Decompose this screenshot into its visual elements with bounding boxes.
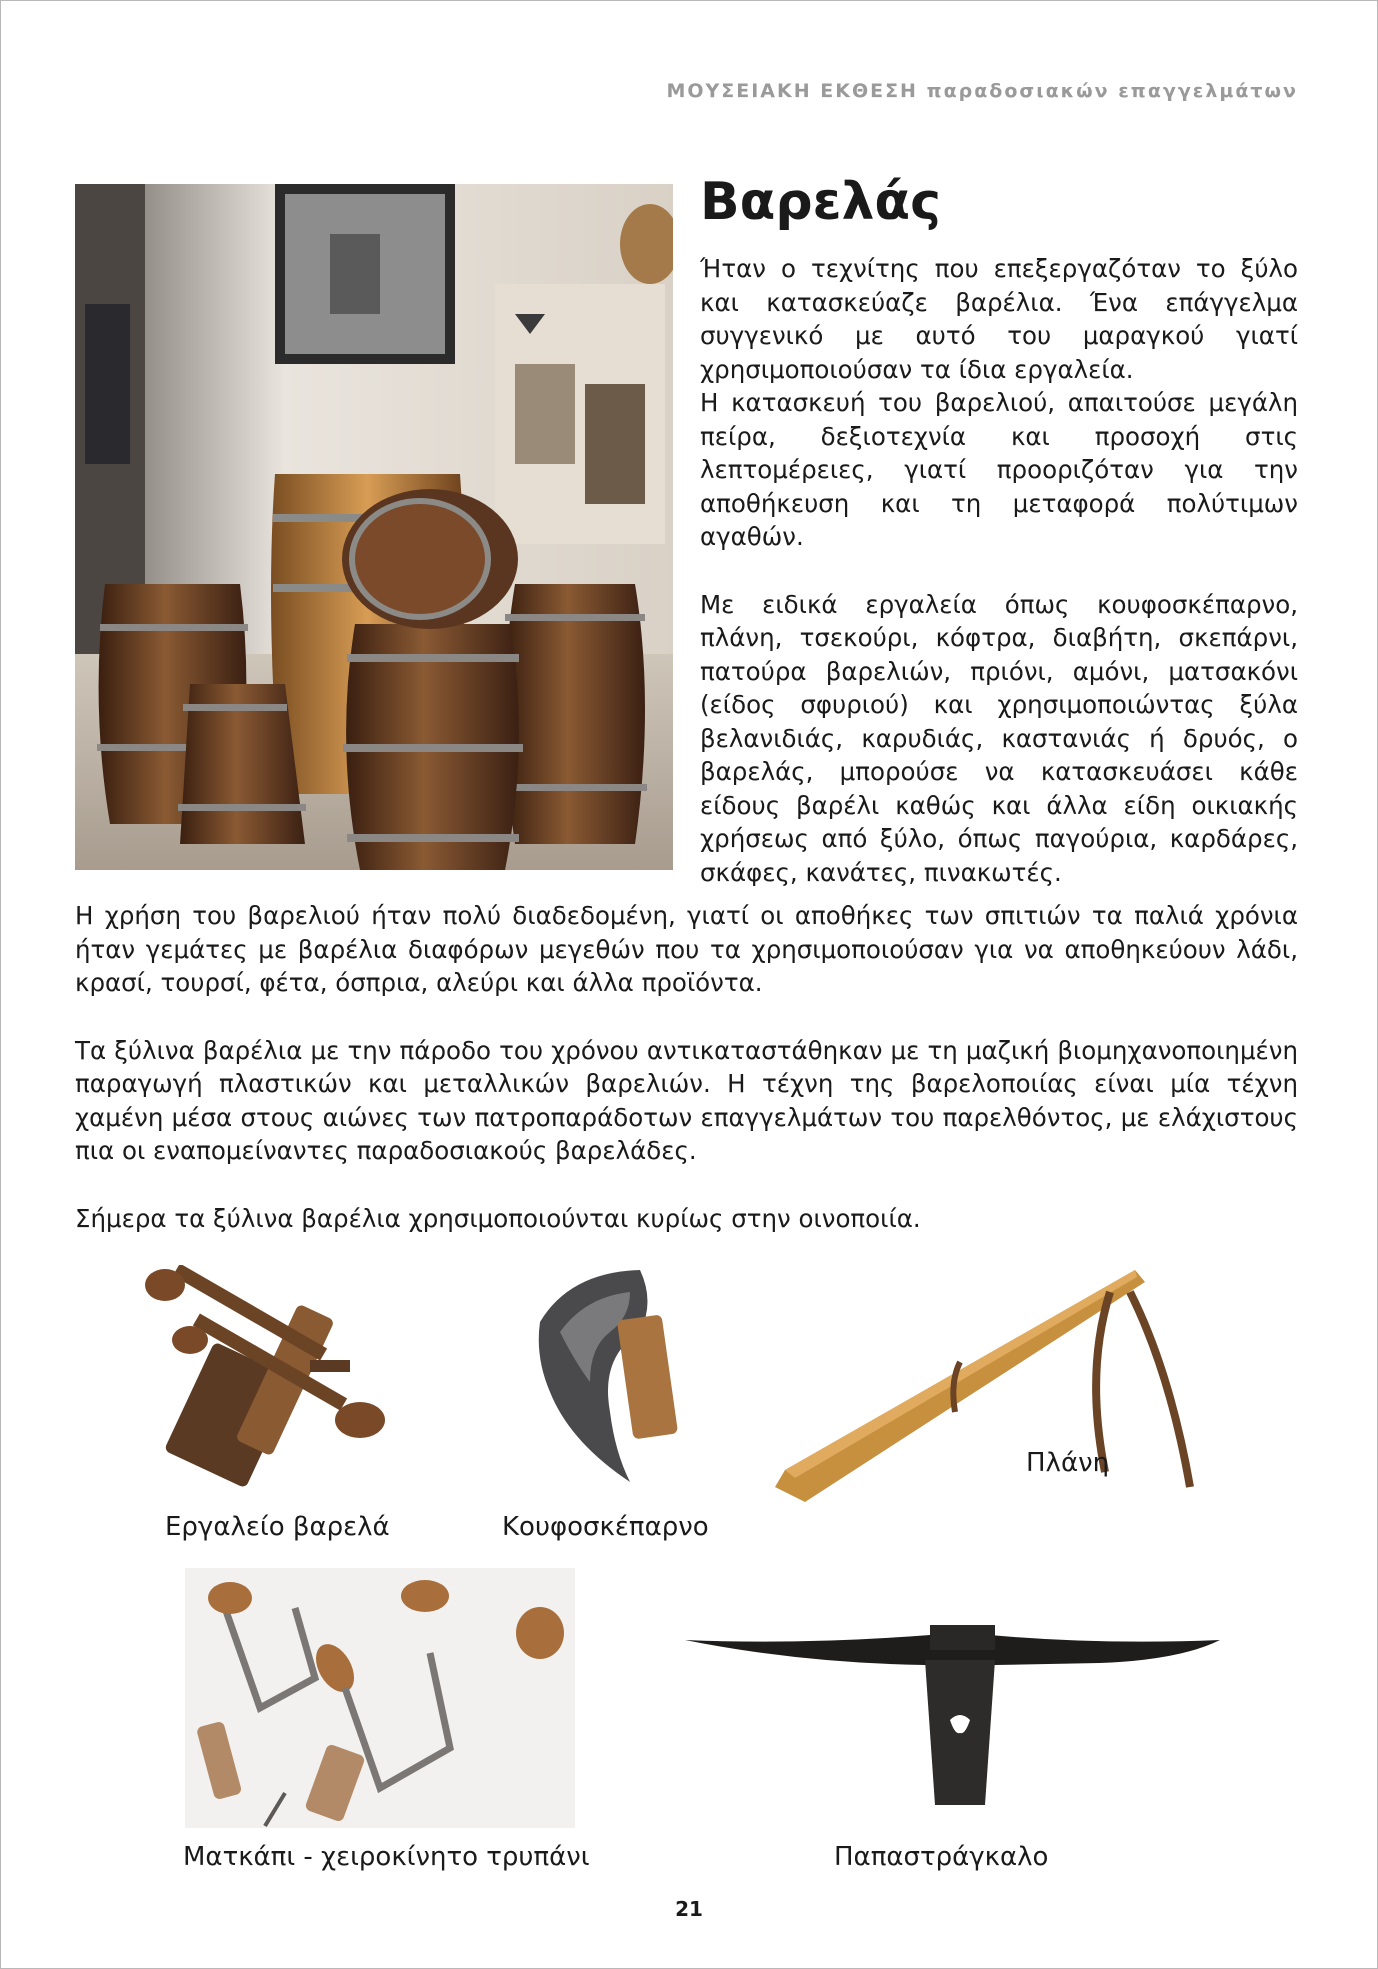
adze-tool-image [530,1262,695,1492]
caption-hand-drill: Ματκάπι - χειροκίνητο τρυπάνι [183,1842,590,1872]
caption-plane: Πλάνη [1026,1448,1110,1478]
page-number: 21 [675,1897,703,1921]
paragraph-decline: Τα ξύλινα βαρέλια με την πάροδο του χρόνου αντικαταστάθηκαν με τη μαζική βιομηχανοποιημένη παραγωγή πλαστικών και μεταλλικών βαρελιών. Η τέχνη της βαρελοποιίας είναι μία τέχνη χαμένη μέσα στους αιώνες των πατροπαράδοτων επαγγελμάτων του παρελθόντος, με ελάχιστους πια οι εναπομείναντες παραδοσιακούς βαρελάδες. [75,1035,1298,1165]
body-text [75,899,1298,1235]
intro-text-column [700,252,1298,889]
running-header: ΜΟΥΣΕΙΑΚΗ ΕΚΘΕΣΗ παραδοσιακών επαγγελμάτων [666,80,1298,102]
hand-drill-tool-image [185,1568,575,1828]
paragraph-tools-materials: Με ειδικά εργαλεία όπως κουφοσκέπαρνο, πλάνη, τσεκούρι, κόφτρα, διαβήτη, σκεπάρνι, πατούρα βαρελιών, πριόνι, αμόνι, ματσακόνι (είδος σφυριού) και χρησιμοποιώντας ξύλα βελανιδιάς, καρυδιάς, καστανιάς ή δρυός, ο βαρελάς, μπορούσε να κατασκευάσει κάθε είδους βαρέλι καθώς και άλλα είδη οικιακής χρήσεως από ξύλο, όπως παγούρια, καρδάρες, σκάφες, κανάτες, πινακωτές. [700,589,1298,887]
paragraph-today: Σήμερα τα ξύλινα βαρέλια χρησιμοποιούνται κυρίως στην οινοποιία. [75,1203,921,1233]
cooper-clamp-tool-image [145,1265,395,1495]
paragraph-usage: Η χρήση του βαρελιού ήταν πολύ διαδεδομένη, γιατί οι αποθήκες των σπιτιών τα παλιά χρόνια ήταν γεμάτες με βαρέλια διαφόρων μεγεθών που τα χρησιμοποιούσαν για να αποθηκεύουν λάδι, κρασί, τουρσί, φέτα, όσπρια, αλεύρι και άλλα προϊόντα. [75,901,1298,997]
cooper-plane-tool-image [775,1262,1220,1502]
article-title: Βαρελάς [700,172,941,232]
paragraph-construction: Η κατασκευή του βαρελιού, απαιτούσε μεγάλη πείρα, δεξιοτεχνία και προσοχή στις λεπτομέρειες, γιατί προοριζόταν για την αποθήκευση και τη μεταφορά πολύτιμων αγαθών. [700,388,1298,551]
spokeshave-tool-image [680,1625,1225,1805]
caption-spokeshave: Παπαστράγκαλο [834,1842,1049,1872]
museum-barrels-photo [75,184,673,870]
caption-adze: Κουφοσκέπαρνο [502,1512,709,1542]
caption-cooper-clamp: Εργαλείο βαρελά [165,1512,390,1542]
paragraph-definition: Ήταν ο τεχνίτης που επεξεργαζόταν το ξύλο και κατασκεύαζε βαρέλια. Ένα επάγγελμα συγγενικό με αυτό του μαραγκού γιατί χρησιμοποιούσαν τα ίδια εργαλεία. [700,254,1298,384]
